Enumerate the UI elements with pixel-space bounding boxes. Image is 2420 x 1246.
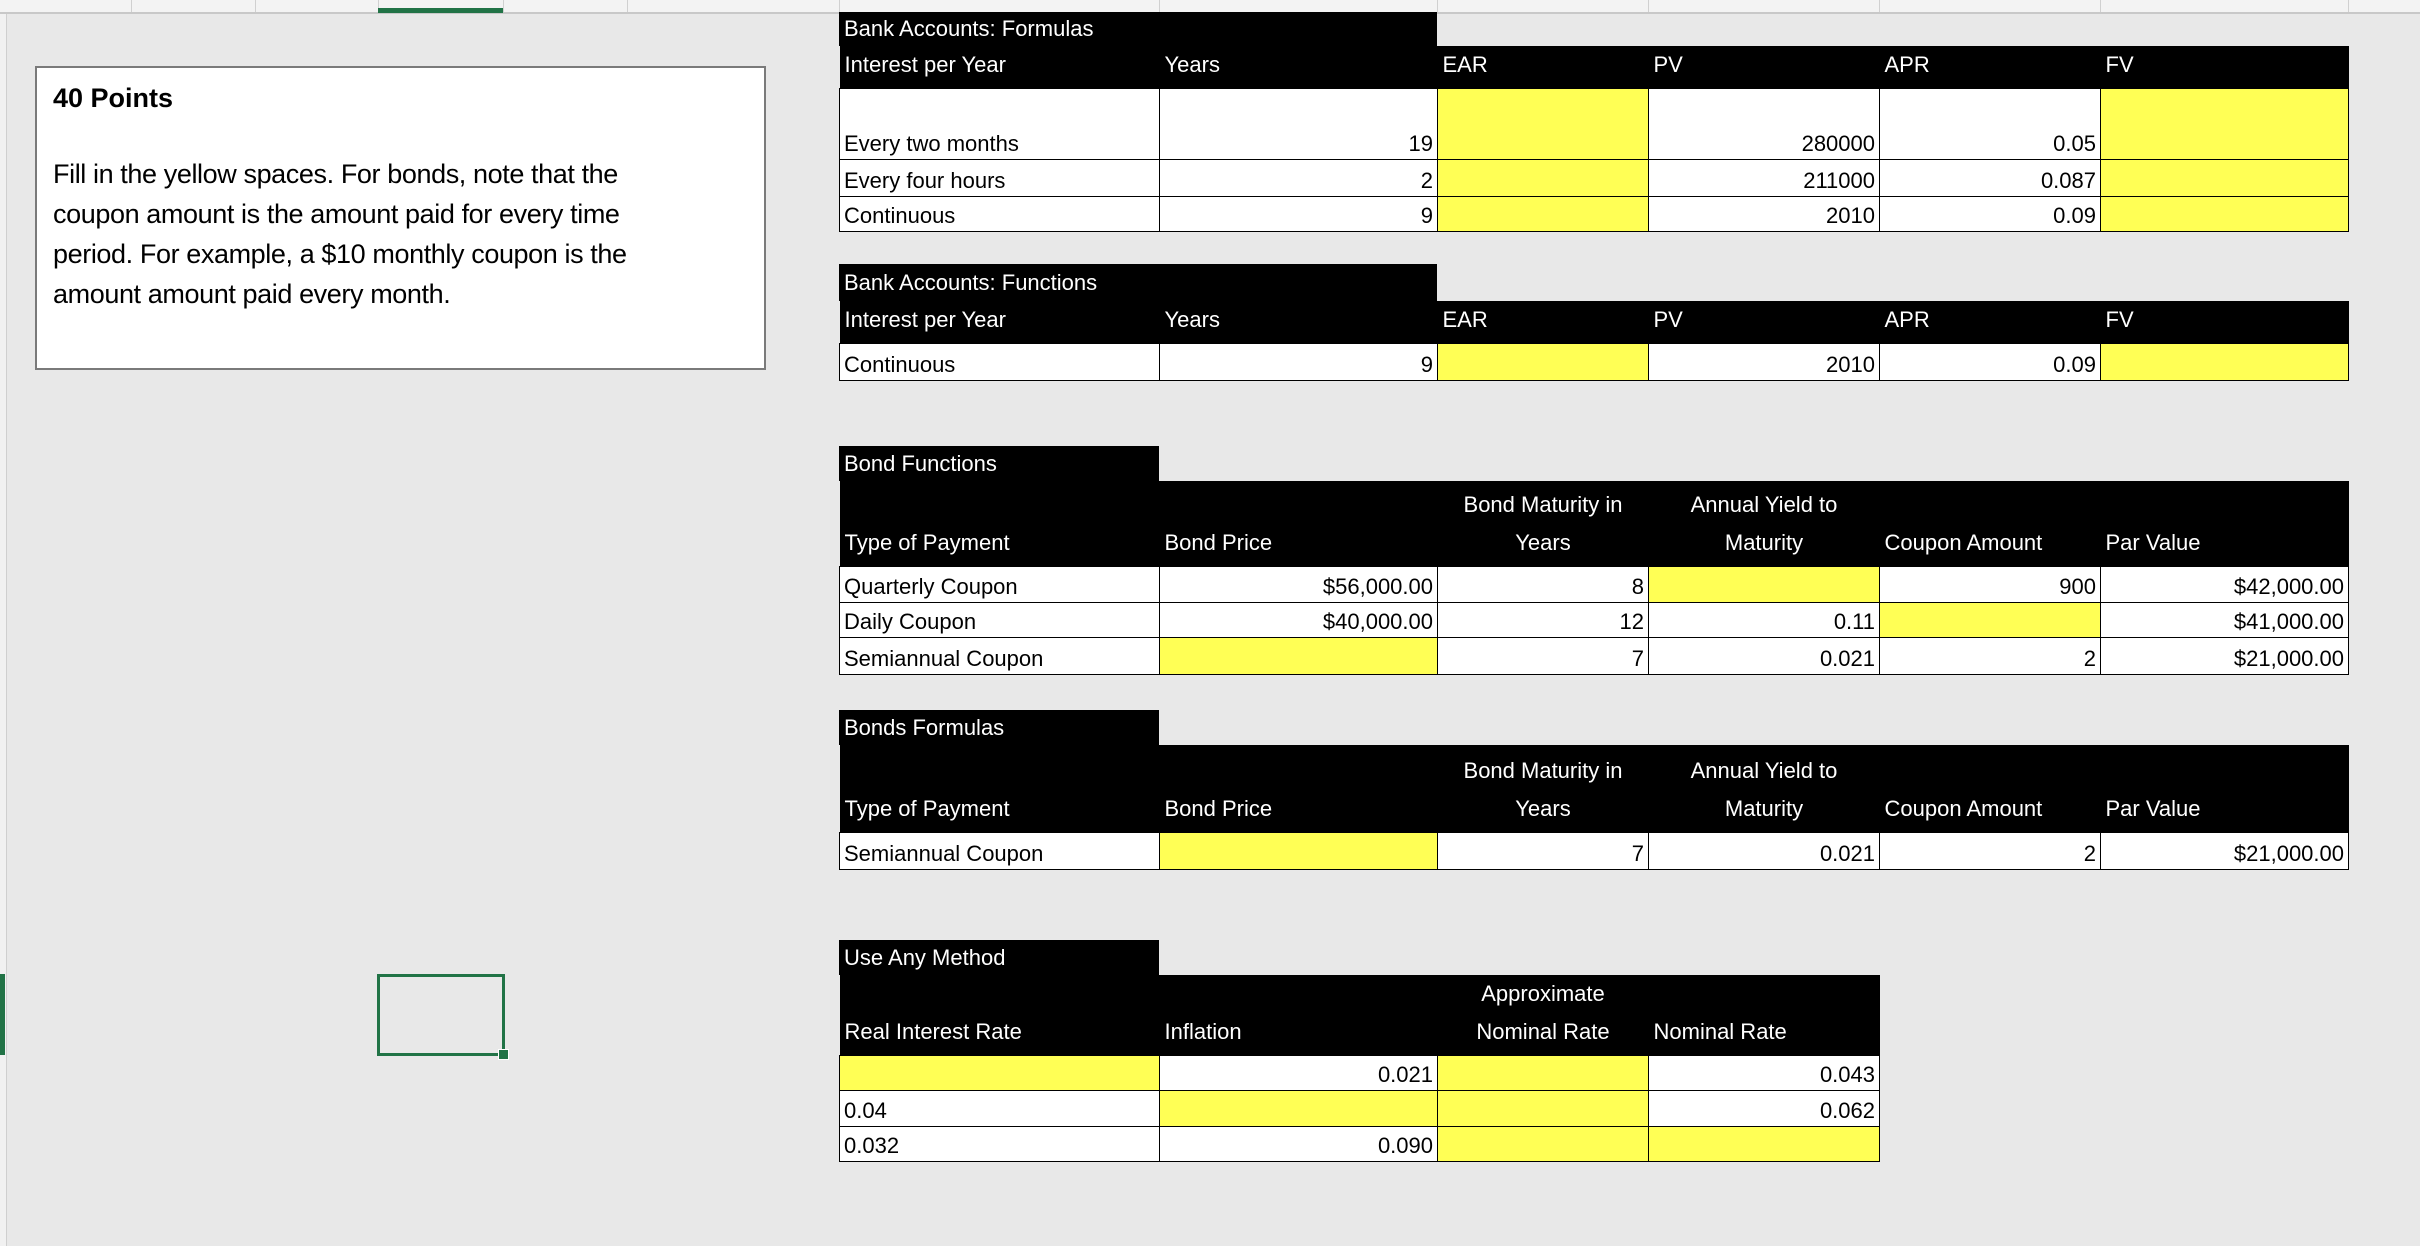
column-header[interactable]: Annual Yield to Maturity bbox=[1649, 745, 1880, 832]
value-cell[interactable]: 2010 bbox=[1649, 344, 1880, 381]
column-header[interactable]: EAR bbox=[1438, 301, 1649, 344]
column-header[interactable]: FV bbox=[2101, 46, 2349, 89]
header-row bbox=[840, 301, 2349, 344]
row-label-cell[interactable]: Continuous bbox=[840, 197, 1160, 232]
column-header[interactable]: Type of Payment bbox=[840, 745, 1160, 832]
value-cell[interactable]: $21,000.00 bbox=[2101, 637, 2349, 674]
value-cell[interactable]: 19 bbox=[1160, 89, 1438, 160]
answer-cell[interactable] bbox=[840, 1056, 1160, 1091]
column-header[interactable]: Years bbox=[1160, 46, 1438, 89]
answer-cell[interactable] bbox=[2101, 344, 2349, 381]
bond-functions-title[interactable]: Bond Functions bbox=[839, 446, 1159, 481]
instructions-line: coupon amount is the amount paid for every time bbox=[53, 199, 620, 229]
value-cell[interactable]: 2 bbox=[1160, 160, 1438, 197]
column-header[interactable]: Interest per Year bbox=[840, 46, 1160, 89]
table-row bbox=[840, 160, 2349, 197]
bank-formulas-title[interactable]: Bank Accounts: Formulas bbox=[839, 12, 1437, 46]
value-cell[interactable]: $40,000.00 bbox=[1160, 602, 1438, 637]
row-label-cell[interactable]: 0.032 bbox=[840, 1127, 1160, 1162]
table-row bbox=[840, 1091, 1880, 1127]
bank-functions-table bbox=[839, 301, 2349, 381]
bonds-formulas-title[interactable]: Bonds Formulas bbox=[839, 710, 1159, 745]
value-cell[interactable]: 2010 bbox=[1649, 197, 1880, 232]
answer-cell[interactable] bbox=[2101, 197, 2349, 232]
value-cell[interactable]: 0.09 bbox=[1880, 197, 2101, 232]
value-cell[interactable]: 0.021 bbox=[1649, 637, 1880, 674]
answer-cell[interactable] bbox=[2101, 160, 2349, 197]
column-header[interactable]: Bond Price bbox=[1160, 481, 1438, 566]
answer-cell[interactable] bbox=[1438, 1127, 1649, 1162]
points-heading: 40 Points bbox=[53, 83, 174, 113]
column-header[interactable]: Inflation bbox=[1160, 975, 1438, 1056]
row-label-cell[interactable]: 0.04 bbox=[840, 1091, 1160, 1127]
bond-functions-section bbox=[839, 446, 2349, 675]
answer-cell[interactable] bbox=[1160, 637, 1438, 674]
column-header[interactable]: Coupon Amount bbox=[1880, 745, 2101, 832]
column-divider[interactable] bbox=[255, 0, 256, 12]
column-header[interactable]: Type of Payment bbox=[840, 481, 1160, 566]
value-cell[interactable]: $21,000.00 bbox=[2101, 832, 2349, 869]
column-header[interactable]: Annual Yield to Maturity bbox=[1649, 481, 1880, 566]
table-row bbox=[840, 1127, 1880, 1162]
value-cell[interactable]: 9 bbox=[1160, 197, 1438, 232]
bond-functions-table bbox=[839, 481, 2349, 675]
use-any-method-title[interactable]: Use Any Method bbox=[839, 940, 1159, 975]
row-label-cell[interactable]: Semiannual Coupon bbox=[840, 637, 1160, 674]
header-row bbox=[840, 745, 2349, 832]
header-row bbox=[840, 46, 2349, 89]
column-header[interactable]: Par Value bbox=[2101, 745, 2349, 832]
instructions-text bbox=[53, 154, 748, 314]
column-divider[interactable] bbox=[503, 0, 504, 12]
answer-cell[interactable] bbox=[1160, 1091, 1438, 1127]
column-divider[interactable] bbox=[1648, 0, 1649, 12]
value-cell[interactable]: 0.11 bbox=[1649, 602, 1880, 637]
answer-cell[interactable] bbox=[1880, 602, 2101, 637]
row-header-bar bbox=[0, 14, 7, 1246]
column-divider[interactable] bbox=[839, 0, 840, 12]
column-divider[interactable] bbox=[1437, 0, 1438, 12]
value-cell[interactable]: 0.043 bbox=[1649, 1056, 1880, 1091]
value-cell[interactable]: 7 bbox=[1438, 637, 1649, 674]
value-cell[interactable]: $56,000.00 bbox=[1160, 566, 1438, 602]
row-label-cell[interactable]: Every four hours bbox=[840, 160, 1160, 197]
column-header[interactable]: EAR bbox=[1438, 46, 1649, 89]
answer-cell[interactable] bbox=[1438, 1056, 1649, 1091]
value-cell[interactable]: 2 bbox=[1880, 832, 2101, 869]
selected-row-indicator bbox=[0, 974, 5, 1055]
table-row bbox=[840, 832, 2349, 869]
table-row bbox=[840, 344, 2349, 381]
instructions-line: amount amount paid every month. bbox=[53, 279, 451, 309]
row-label-cell[interactable]: Daily Coupon bbox=[840, 602, 1160, 637]
column-header[interactable]: Interest per Year bbox=[840, 301, 1160, 344]
value-cell[interactable]: 0.09 bbox=[1880, 344, 2101, 381]
column-header[interactable]: Real Interest Rate bbox=[840, 975, 1160, 1056]
answer-cell[interactable] bbox=[1649, 566, 1880, 602]
answer-cell[interactable] bbox=[1649, 1127, 1880, 1162]
column-divider[interactable] bbox=[627, 0, 628, 12]
answer-cell[interactable] bbox=[1438, 89, 1649, 160]
column-header[interactable]: PV bbox=[1649, 46, 1880, 89]
value-cell[interactable]: 900 bbox=[1880, 566, 2101, 602]
column-header[interactable]: APR bbox=[1880, 301, 2101, 344]
bank-formulas-table bbox=[839, 46, 2349, 232]
value-cell[interactable]: $41,000.00 bbox=[2101, 602, 2349, 637]
bonds-formulas-table bbox=[839, 745, 2349, 870]
selected-cell[interactable] bbox=[377, 974, 505, 1056]
row-label-cell[interactable]: Quarterly Coupon bbox=[840, 566, 1160, 602]
value-cell[interactable]: 0.087 bbox=[1880, 160, 2101, 197]
bonds-formulas-section bbox=[839, 710, 2349, 870]
table-row bbox=[840, 1056, 1880, 1091]
column-header[interactable]: APR bbox=[1880, 46, 2101, 89]
row-label-cell[interactable]: Every two months bbox=[840, 89, 1160, 160]
column-divider[interactable] bbox=[1159, 0, 1160, 12]
answer-cell[interactable] bbox=[1438, 197, 1649, 232]
instructions-line: period. For example, a $10 monthly coupon is the bbox=[53, 239, 627, 269]
header-row bbox=[840, 481, 2349, 566]
answer-cell[interactable] bbox=[1438, 160, 1649, 197]
value-cell[interactable]: 8 bbox=[1438, 566, 1649, 602]
value-cell[interactable]: 0.05 bbox=[1880, 89, 2101, 160]
value-cell[interactable]: 0.062 bbox=[1649, 1091, 1880, 1127]
bank-functions-section bbox=[839, 264, 2349, 381]
column-header[interactable]: Bond Maturity in Years bbox=[1438, 745, 1649, 832]
value-cell[interactable]: 9 bbox=[1160, 344, 1438, 381]
column-header[interactable]: Coupon Amount bbox=[1880, 481, 2101, 566]
answer-cell[interactable] bbox=[2101, 89, 2349, 160]
value-cell[interactable]: 7 bbox=[1438, 832, 1649, 869]
answer-cell[interactable] bbox=[1438, 344, 1649, 381]
value-cell[interactable]: 0.021 bbox=[1160, 1056, 1438, 1091]
table-row bbox=[840, 602, 2349, 637]
column-header[interactable]: Approximate Nominal Rate bbox=[1438, 975, 1649, 1056]
column-divider[interactable] bbox=[2100, 0, 2101, 12]
value-cell[interactable]: 0.021 bbox=[1649, 832, 1880, 869]
table-row bbox=[840, 197, 2349, 232]
column-header[interactable]: Bond Maturity in Years bbox=[1438, 481, 1649, 566]
table-row bbox=[840, 566, 2349, 602]
answer-cell[interactable] bbox=[1438, 1091, 1649, 1127]
use-any-method-section bbox=[839, 940, 1880, 1162]
instructions-textbox[interactable] bbox=[35, 66, 766, 370]
column-header[interactable]: Bond Price bbox=[1160, 745, 1438, 832]
table-row bbox=[840, 637, 2349, 674]
row-label-cell[interactable]: Semiannual Coupon bbox=[840, 832, 1160, 869]
column-header[interactable]: PV bbox=[1649, 301, 1880, 344]
use-any-method-table bbox=[839, 975, 1880, 1162]
column-divider[interactable] bbox=[131, 0, 132, 12]
answer-cell[interactable] bbox=[1160, 832, 1438, 869]
value-cell[interactable]: 2 bbox=[1880, 637, 2101, 674]
column-divider[interactable] bbox=[2348, 0, 2349, 12]
column-header[interactable]: Nominal Rate bbox=[1649, 975, 1880, 1056]
column-header[interactable]: FV bbox=[2101, 301, 2349, 344]
bank-formulas-section bbox=[839, 12, 2349, 232]
value-cell[interactable]: 0.090 bbox=[1160, 1127, 1438, 1162]
value-cell[interactable]: 280000 bbox=[1649, 89, 1880, 160]
header-row bbox=[840, 975, 1880, 1056]
row-label-cell[interactable]: Continuous bbox=[840, 344, 1160, 381]
value-cell[interactable]: $42,000.00 bbox=[2101, 566, 2349, 602]
bank-functions-title[interactable]: Bank Accounts: Functions bbox=[839, 264, 1437, 301]
fill-handle[interactable] bbox=[498, 1049, 509, 1060]
table-row bbox=[840, 89, 2349, 160]
value-cell[interactable]: 211000 bbox=[1649, 160, 1880, 197]
value-cell[interactable]: 12 bbox=[1438, 602, 1649, 637]
selected-column-indicator bbox=[378, 8, 503, 13]
column-divider[interactable] bbox=[1879, 0, 1880, 12]
column-header[interactable]: Years bbox=[1160, 301, 1438, 344]
column-header[interactable]: Par Value bbox=[2101, 481, 2349, 566]
instructions-line: Fill in the yellow spaces. For bonds, note that the bbox=[53, 159, 618, 189]
